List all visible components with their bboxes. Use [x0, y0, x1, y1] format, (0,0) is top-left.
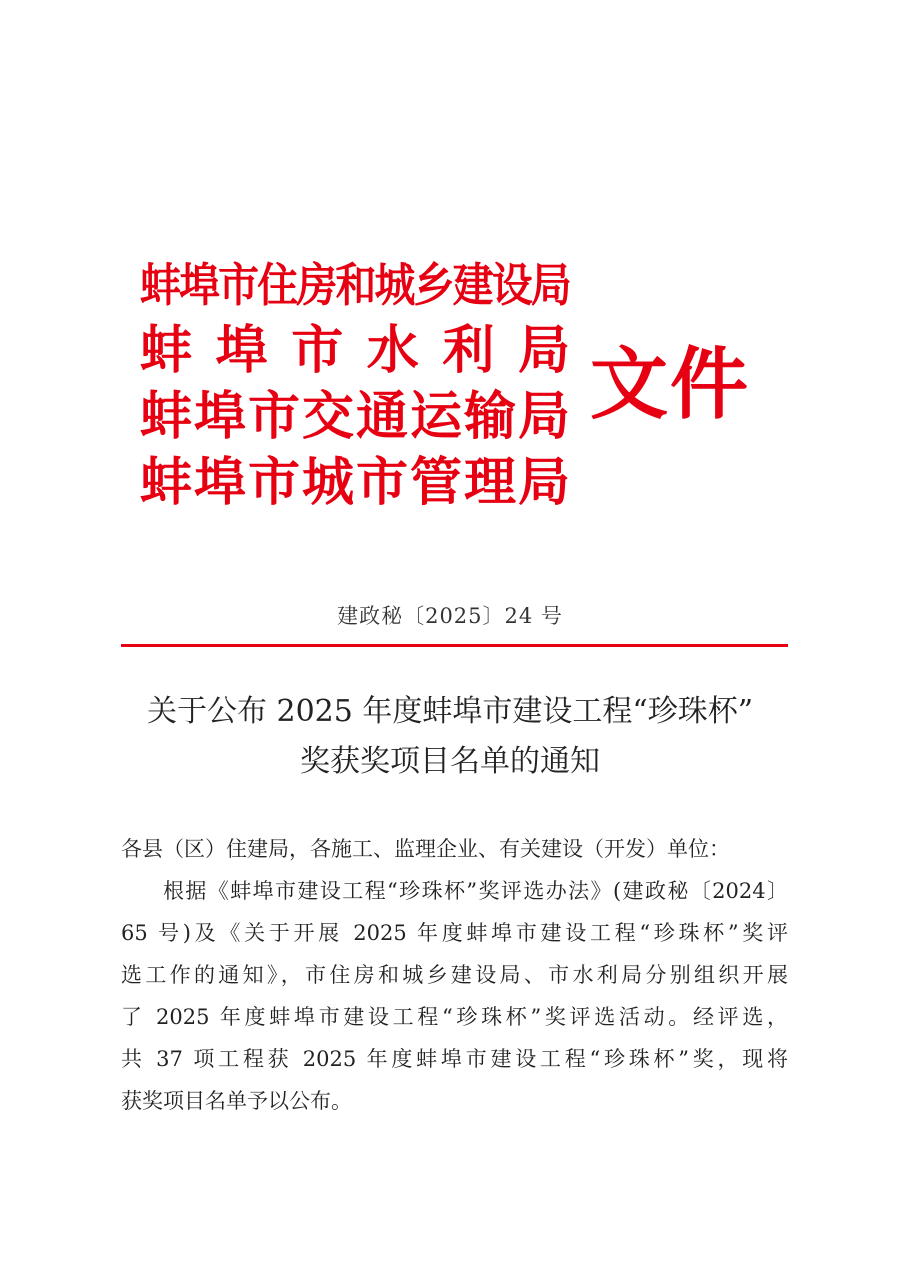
issuer-city-management-bureau: 蚌埠市城市管理局	[140, 453, 570, 513]
issuer-water-bureau: 蚌埠市水利局	[140, 321, 570, 381]
notice-title-line-1: 关于公布 2025 年度蚌埠市建设工程“珍珠杯”	[146, 694, 754, 729]
paragraph-line: 了 2025 年度蚌埠市建设工程“珍珠杯”奖评选活动。经评选，	[121, 1005, 788, 1029]
paragraph-line: 65 号)及《关于开展 2025 年度蚌埠市建设工程“珍珠杯”奖评	[121, 921, 788, 945]
issuing-authorities	[140, 252, 570, 516]
body-paragraph	[121, 870, 788, 1122]
notice-title-line-2: 奖获奖项目名单的通知	[300, 744, 600, 779]
document-number: 建政秘〔2025〕24 号	[337, 604, 563, 628]
paragraph-line: 选工作的通知》，市住房和城乡建设局、市水利局分别组织开展	[121, 963, 788, 987]
paragraph-line: 根据《蚌埠市建设工程“珍珠杯”奖评选办法》(建政秘〔2024〕	[163, 879, 788, 903]
paragraph-line: 共 37 项工程获 2025 年度蚌埠市建设工程“珍珠杯”奖，现将	[121, 1047, 788, 1071]
issuer-transport-bureau: 蚌埠市交通运输局	[140, 387, 570, 447]
header-divider	[121, 644, 788, 647]
salutation: 各县（区）住建局，各施工、监理企业、有关建设（开发）单位：	[121, 837, 730, 861]
document-word: 文件	[590, 340, 751, 430]
paragraph-line: 获奖项目名单予以公布。	[121, 1089, 352, 1113]
issuer-housing-bureau: 蚌埠市住房和城乡建设局	[140, 258, 570, 312]
